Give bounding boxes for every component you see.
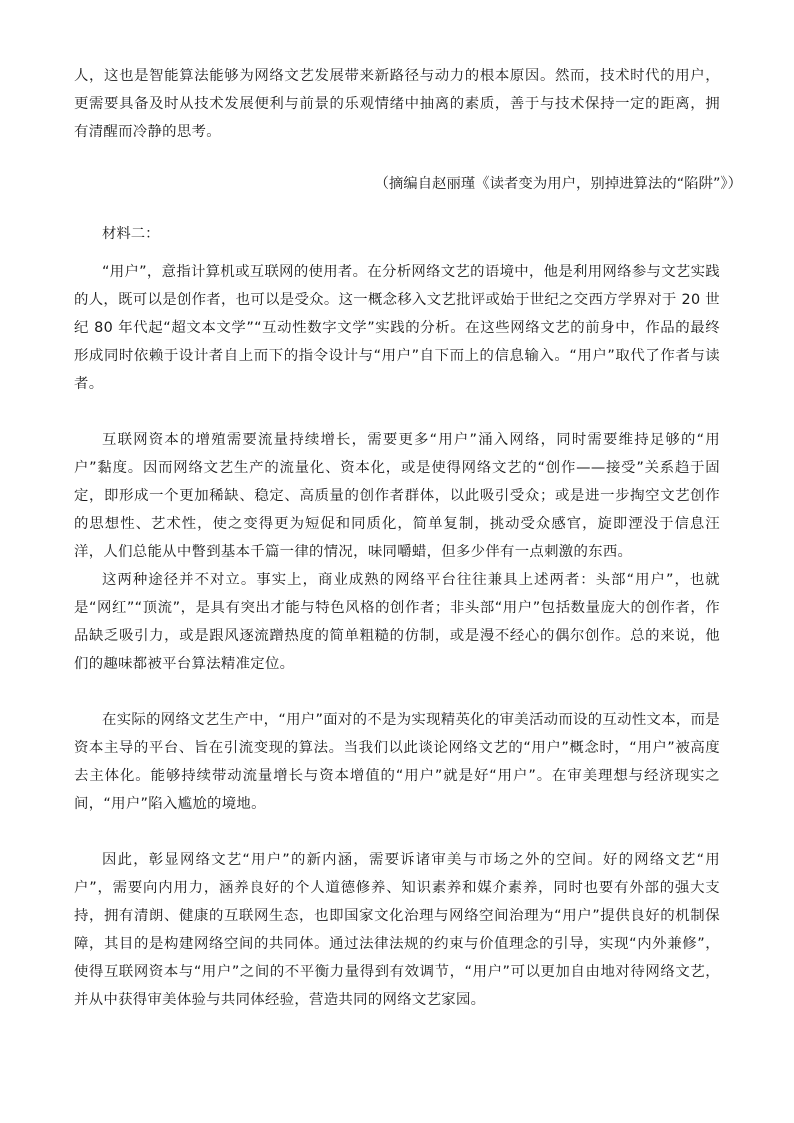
- paragraph-2: [74, 426, 720, 566]
- paragraph-1: [74, 258, 720, 398]
- paragraph-3: [74, 566, 720, 678]
- paragraph-text: “用户”，意指计算机或互联网的使用者。在分析网络文艺的语境中，他是利用网络参与文艺实践的人，既可以是创作者，也可以是受众。这一概念移入文艺批评或始于世纪之交西方学界对于 20 世纪 80 年代起“超文本文学”“互动性数字文学”实践的分析。在这些网络文艺的前身中，作品的最终形成同时依赖于设计者自上而下的指令设计与“用户”自下而上的信息输入。“用户”取代了作者与读者。: [74, 264, 720, 392]
- paragraph-4: [74, 706, 720, 818]
- paragraph-text: 互联网资本的增殖需要流量持续增长，需要更多“用户”涌入网络，同时需要维持足够的“用户”黏度。因而网络文艺生产的流量化、资本化，或是使得网络文艺的“创作——接受”关系趋于固定，即形成一个更加稀缺、稳定、高质量的创作者群体，以此吸引受众；或是进一步掏空文艺创作的思想性、艺术性，使之变得更为短促和同质化，简单复制，挑动受众感官，旋即湮没于信息汪洋，人们总能从中瞥到基本千篇一律的情况，味同嚼蜡，但多少伴有一点刺激的东西。: [74, 432, 720, 560]
- paragraph-text: 在实际的网络文艺生产中，“用户”面对的不是为实现精英化的审美活动而设的互动性文本，而是资本主导的平台、旨在引流变现的算法。当我们以此谈论网络文艺的“用户”概念时，“用户”被高度去主体化。能够持续带动流量增长与资本增值的“用户”就是好“用户”。在审美理想与经济现实之间，“用户”陷入尴尬的境地。: [74, 712, 720, 812]
- section-heading-material-two: 材料二：: [102, 226, 160, 242]
- paragraph-text: 因此，彰显网络文艺“用户”的新内涵，需要诉诸审美与市场之外的空间。好的网络文艺“用户”，需要向内用力，涵养良好的个人道德修养、知识素养和媒介素养，同时也要有外部的强大支持，拥有清朗、健康的互联网生态，也即国家文化治理与网络空间治理为“用户”提供良好的机制保障，其目的是构建网络空间的共同体。通过法律法规的约束与价值理念的引导，实现“内外兼修”，使得互联网资本与“用户”之间的不平衡力量得到有效调节，“用户”可以更加自由地对待网络文艺，并从中获得审美体验与共同体经验，营造共同的网络文艺家园。: [74, 852, 720, 1008]
- paragraph-text: 人，这也是智能算法能够为网络文艺发展带来新路径与动力的根本原因。然而，技术时代的用户，更需要具备及时从技术发展便利与前景的乐观情绪中抽离的素质，善于与技术保持一定的距离，拥有清醒而冷静的思考。: [74, 68, 720, 140]
- source-citation: （摘编自赵丽瑾《读者变为用户，别掉进算法的“陷阱”》）: [374, 176, 742, 192]
- paragraph-intro-continuation: [74, 62, 720, 146]
- paragraph-5: [74, 846, 720, 1014]
- paragraph-text: 这两种途径并不对立。事实上，商业成熟的网络平台往往兼具上述两者：头部“用户”，也就是“网红”“顶流”，是具有突出才能与特色风格的创作者；非头部“用户”包括数量庞大的创作者，作品缺乏吸引力，或是跟风逐流蹭热度的简单粗糙的仿制，或是漫不经心的偶尔创作。总的来说，他们的趣味都被平台算法精准定位。: [74, 572, 720, 672]
